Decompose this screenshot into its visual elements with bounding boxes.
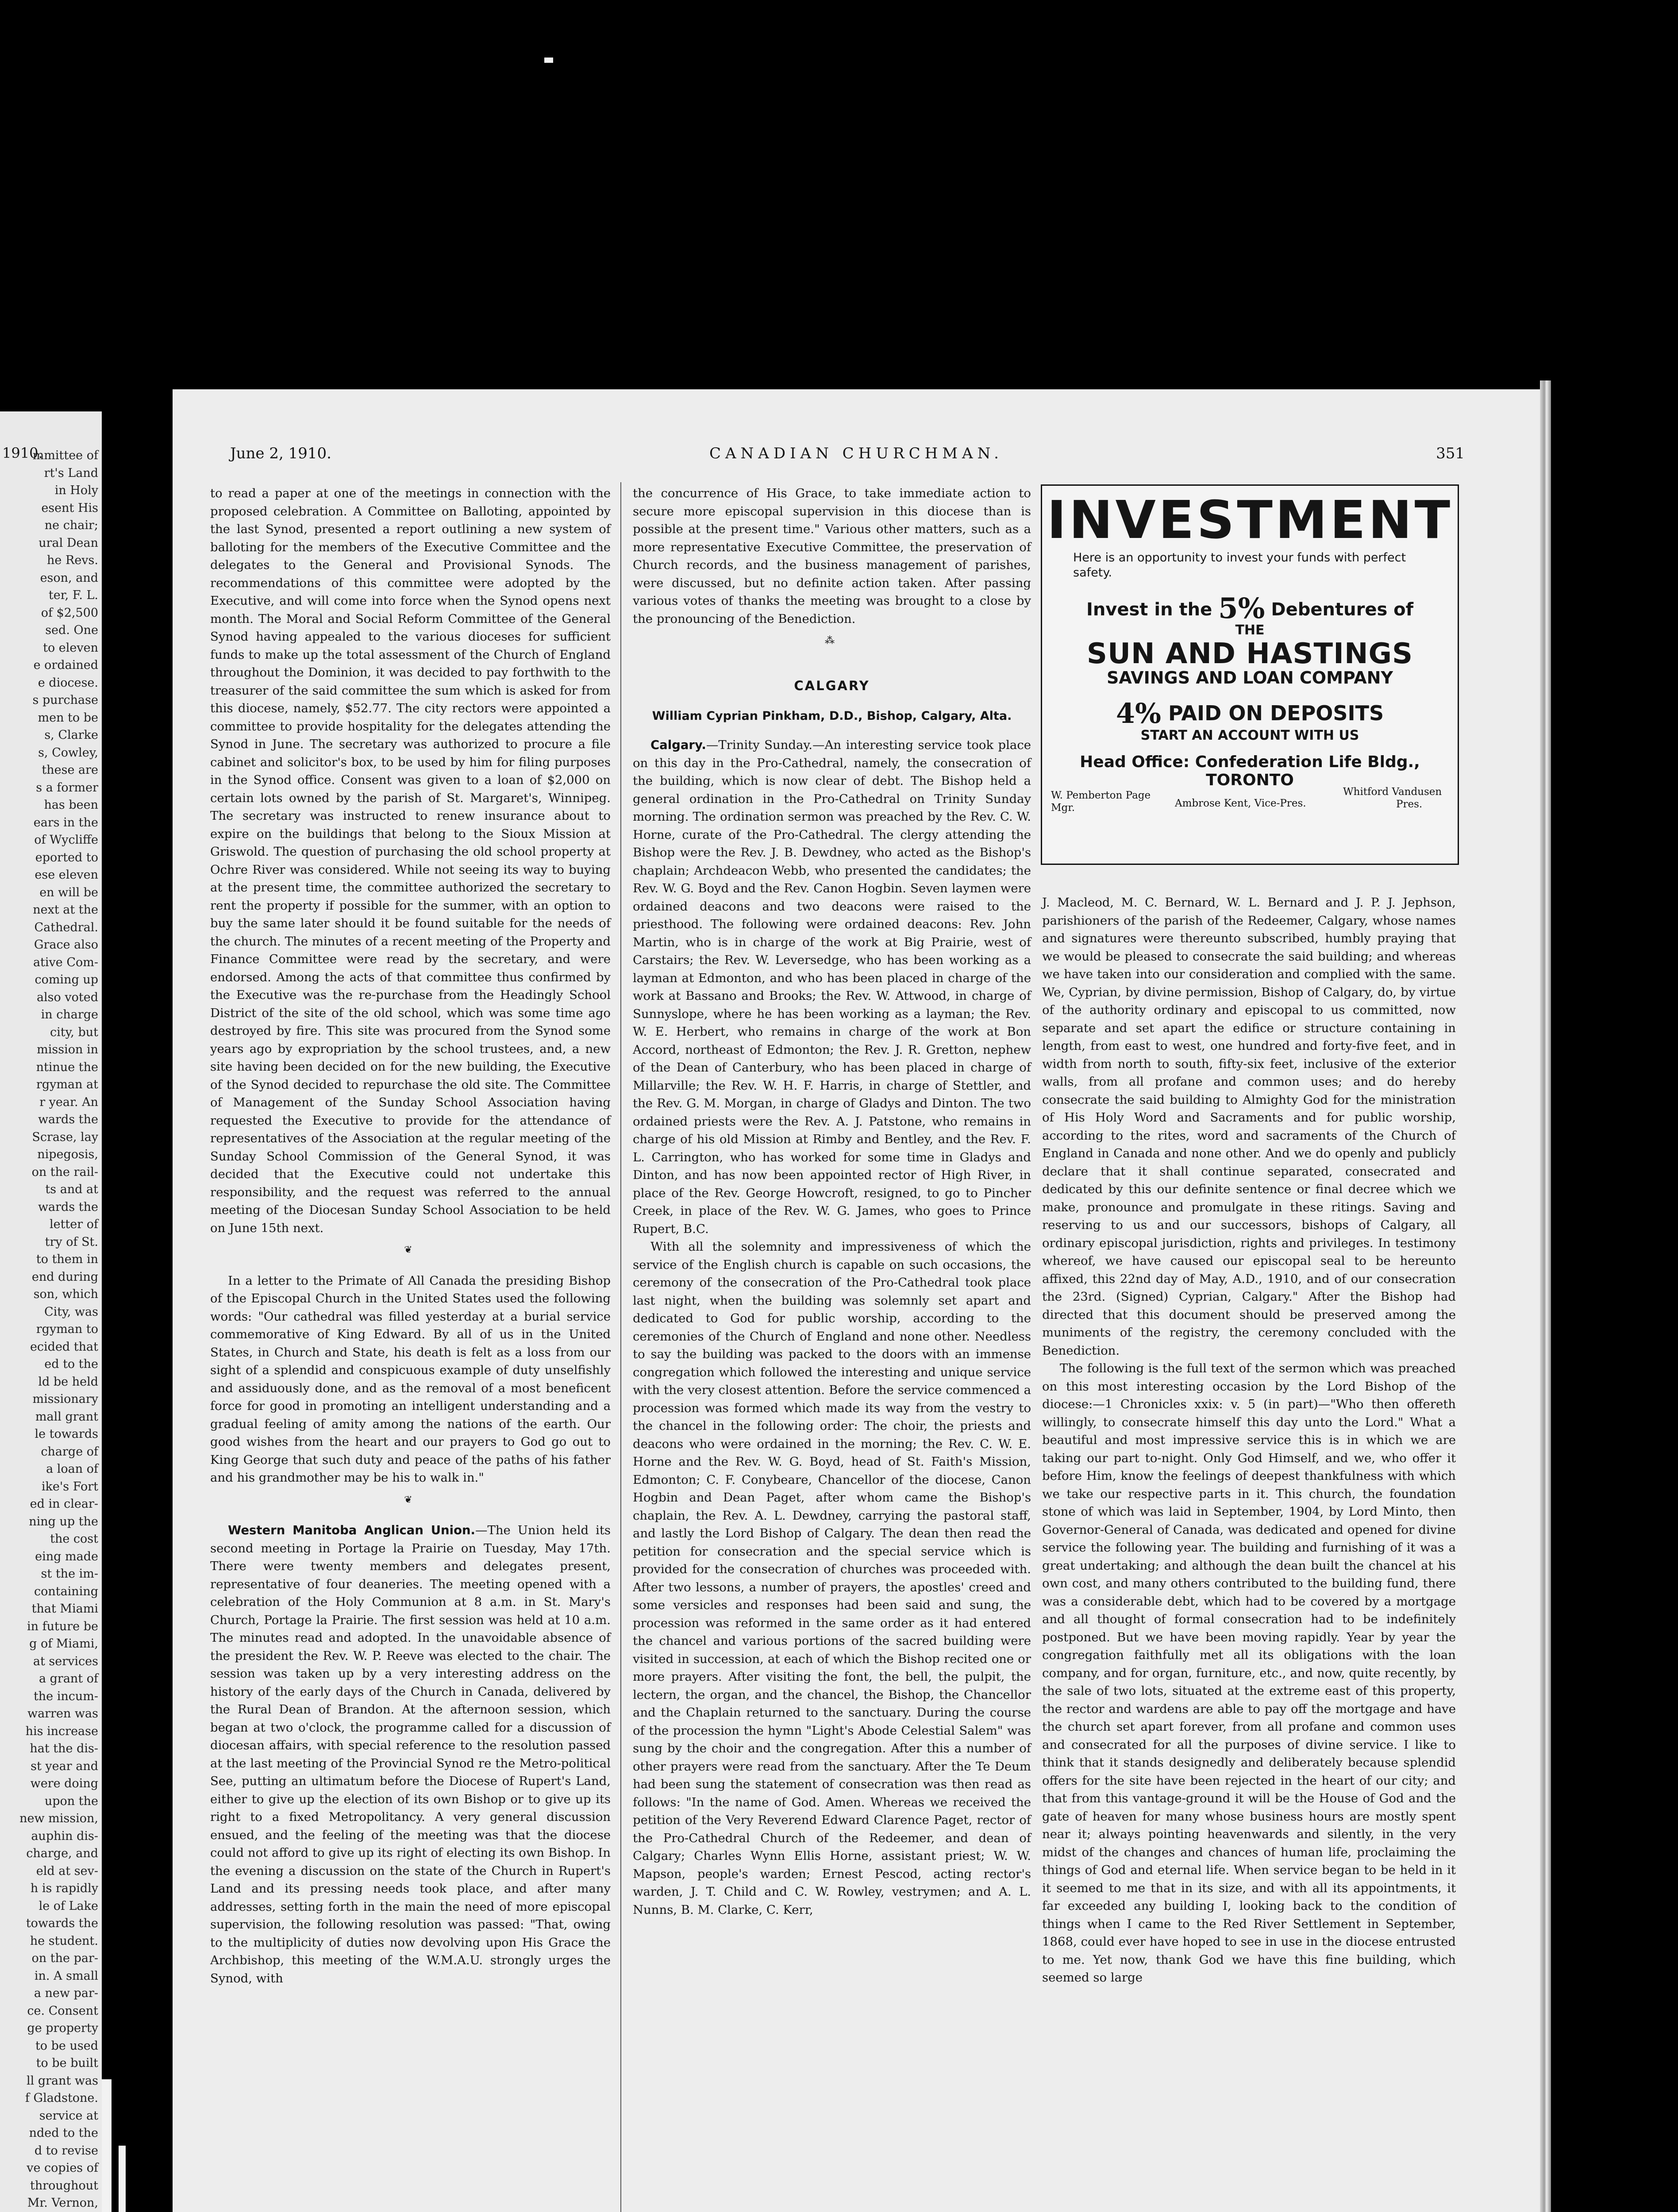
ornament: ❦ <box>404 1244 417 1256</box>
film-edge-bar <box>119 2146 126 2212</box>
ad-company-name: SUN AND HASTINGS <box>1086 637 1413 670</box>
paragraph: to read a paper at one of the meetings in connection with the proposed celebration. A Committee on Balloting, appointed by the last Synod, presented a report outlining a new system of balloting for the members of the Executive Committee and the delegates to the General and Provisional Synods. The recommendations of this committee were adopted by the Executive, and will come into force when the Synod opens next month. The Moral and Social Reform Committee of the General Synod having appealed to the various dioceses for sufficient funds to make up the total assessment of the Church of England throughout the Dominion, it was decided to pay forthwith to the treasurer of the said committee the sum which is asked for from this diocese, namely, $52.77. The city rectors were appointed a committee to provide hospitality for the delegates attending the Synod in June. The secretary was authorized to procure a file cabinet and solicitor's box, to be used by him for filing purposes in the Synod office. Consent was given to a loan of $2,000 on certain lots owned by the parish of St. Margaret's, Winnipeg. The secretary was instructed to renew insurance about to expire on the buildings that belong to the Sioux Mission at Griswold. The question of purchasing the old school property at Ochre River was considered. While not seeing its way to buying at the present time, the committee authorized the secretary to rent the property if possible for the summer, with an option to buy the same later should it be found suitable for the needs of the church. The minutes of a recent meeting of the Property and Finance Committee were read by the secretary, and were endorsed. Among the acts of that committee thus confirmed by the Executive was the re-purchase from the Headingly School District of the site of the old school, which was some time ago destroyed by fire. This site was procured from the Synod some years ago by expropriation by the school trustees, and, a new site having been decided on for the new building, the Executive of the Synod decided to repurchase the old site. The Committee of Management of the Sunday School Association having requested the Executive to provide for the attendance of representatives of the Association at the regular meeting of the Sunday School Commission of the General Synod, it was decided that the Executive could not undertake this responsibility, and the request was referred to the annual meeting of the Diocesan Sunday School Association to be held on June 15th next. <box>210 486 611 1235</box>
ad-deposit-rate: 4% <box>1116 697 1161 730</box>
ad-invest-pre: Invest in the <box>1086 599 1212 620</box>
paragraph: The following is the full text of the sermon which was preached on this most interesting occasion by the Lord Bishop of the diocese:—1 Chronicles xxix: v. 5 (in part)—"Who then offereth willingly, to consecrate himself this day unto the Lord." What a beautiful and most impressive service this is in which we are taking our part to-night. Only God Himself, and we, who offer it before Him, know the feelings of deepest thankfulness with which we take our respective parts in it. This church, the foundation stone of which was laid in September, 1904, by Lord Minto, then Governor-General of Canada, was dedicated and opened for divine service the following year. The building and furnishing of it was a great undertaking; and although the dean built the chancel at his own cost, and many others contributed to the building fund, there was a considerable debt, which had to be covered by a mortgage and all thought of formal consecration had to be indefinitely postponed. But we have been moving rapidly. Year by year the congregation faithfully met all its obligations with the loan company, and for organ, furniture, etc., and now, quite recently, by the sale of two lots, situated at the extreme east of this property, the rector and wardens are able to pay off the mortgage and have the church set apart forever, from all profane and common uses and consecrated for all the purposes of divine service. I like to think that it stands designedly and deliberately because splendid offers for the site have been rejected in the heart of our city; and that from this vantage-ground it will be the House of God and the gate of heaven for many whose business hours are mostly spent near it; always pointing heavenwards and silently, in the very midst of the changes and chances of human life, proclaiming the things of God and eternal life. When service began to be held in it it seemed to me that in its size, and with all its appointments, it far exceeded any building I, looking back to the condition of things when I came to the Red River Settlement in September, 1868, could ever have hoped to see in use in the diocese entrusted to me. Yet now, thank God we have this fine building, which seemed so large <box>1042 1361 1456 1985</box>
ad-officer-manager: W. Pemberton Page <box>1051 790 1151 801</box>
ornament: ❦ <box>404 1494 417 1505</box>
ad-account-line: START AN ACCOUNT WITH US <box>1140 728 1359 743</box>
left-page-text: mmittee of rt's Land in Holy esent His ne chair; ural Dean he Revs. eson, and ter, F. L. of $2,500 sed. One to eleven e ordained e diocese. s purchase men to be s, Clarke s, Cowley, these are s a former has been ears in the of Wycliffe eported to ese eleven en will be next at the Cathedral. Grace also ative Com- coming up also voted in charge city, but mission in ntinue the rgyman at r year. An wards the Scrase, lay nipegosis, on the rail- ts and at wards the letter of try of St. to them in end during son, which City, was rgyman to ecided that ed to the ld be held missionary mall grant le towards charge of a loan of ike's Fort ed in clear- ning up the the cost eing made st the im- containing that Miami in future be g of Miami, at services a grant of the incum- warren was his increase hat the dis- st year and were doing upon the new mission, auphin dis- charge, and eld at sev- h is rapidly le of Lake towards the he student. on the par- in. A small a new par- ce. Consent ge property to be used to be built ll grant was f Gladstone. service at nded to the d to revise ve copies of throughout Mr. Vernon, <box>19 449 98 2210</box>
ad-company-sub: SAVINGS AND LOAN COMPANY <box>1106 668 1393 687</box>
page-header <box>173 445 1540 467</box>
newspaper-page <box>173 389 1540 2212</box>
page-number: 351 <box>1436 445 1465 462</box>
ad-head-office: Head Office: Confederation Life Bldg., TORONTO <box>1080 753 1420 789</box>
masthead-title: CANADIAN CHURCHMAN. <box>709 445 1003 462</box>
section-subtitle: William Cyprian Pinkham, D.D., Bishop, Calgary, Alta. <box>652 709 1012 723</box>
film-edge-top <box>544 58 553 63</box>
ornament: ⁂ <box>825 635 839 646</box>
paragraph: the concurrence of His Grace, to take immediate action to secure more episcopal supervision in this diocese than is possible at the present time." Various other matters, such as a more representative Executive Committee, the preservation of Church records, and the business management of parishes, were discussed, but no definite action taken. After passing various votes of thanks the meeting was brought to a close by the pronouncing of the Benediction. <box>633 486 1031 626</box>
ad-headline: INVESTMENT <box>1047 489 1453 550</box>
left-page-fragment <box>0 411 102 2212</box>
ad-officer-vice-president: Ambrose Kent, Vice-Pres. <box>1175 798 1306 809</box>
paragraph-text: —The Union held its second meeting in Portage la Prairie on Tuesday, May 17th. There were twenty members and delegates present, representative of four deaneries. The meeting opened with a celebration of the Holy Communion at 8 a.m. in St. Mary's Church, Portage la Prairie. The first session was held at 10 a.m. The minutes read and adopted. In the unavoidable absence of the president the Rev. W. P. Reeve was elected to the chair. The session was taken up by a very interesting address on the history of the early days of the Church in Canada, delivered by the Rural Dean of Brandon. At the afternoon session, which began at two o'clock, the programme called for a discussion of diocesan affairs, with special reference to the resolution passed at the last meeting of the Provincial Synod re the Metro-political See, putting an ultimatum before the Diocese of Rupert's Land, either to give up the election of its own Bishop or to give up its right to a fixed Metropolitancy. A very general discussion ensued, and the feeling of the meeting was that the diocese could not afford to give up its right of electing its own Bishop. In the evening a discussion on the state of the Church in Rupert's Land and its pressing needs took place, and after many addresses, setting forth in the main the need of more episcopal supervision, the following resolution was passed: "That, owing to the multiplicity of duties now devolving upon His Grace the Archbishop, this meeting of the W.M.A.U. strongly urges the Synod, with <box>210 1523 611 1985</box>
ad-officers <box>1042 786 1458 818</box>
run-in-heading: Calgary. <box>650 738 706 752</box>
section-title: CALGARY <box>794 678 870 693</box>
ad-officer-manager-title: Mgr. <box>1051 802 1075 814</box>
run-in-heading: Western Manitoba Anglican Union. <box>228 1523 475 1537</box>
paragraph: With all the solemnity and impressiveness of which the service of the English church is capable on such occasions, the ceremony of the consecration of the Pro-Cathedral took place last night, when the building was solemnly set apart and dedicated to God for public worship, according to the ceremonies of the Church of England and none other. Needless to say the building was packed to the doors with an immense congregation which followed the interesting and unique service with the very closest attention. Before the service commenced a procession was formed which made its way from the vestry to the chancel in the following order: The choir, the priests and deacons who were ordained in the morning; the Rev. C. W. E. Horne and the Rev. W. G. Boyd, head of St. Faith's Mission, Edmonton; C. F. Conybeare, Chancellor of the diocese, Canon Hogbin and Dean Paget, after whom came the Bishop's chaplain, the Rev. A. L. Dewdney, carrying the pastoral staff, and lastly the Lord Bishop of Calgary. The dean then read the petition for consecration and the special service which is provided for the consecration of churches was proceeded with. After two lessons, a number of prayers, the apostles' creed and some versicles and responses had been said and sung, the procession was reformed in the same order as it had entered the chancel and various portions of the sacred building were visited in succession, at each of which the Bishop recited one or more prayers. After visiting the font, the bell, the pulpit, the lectern, the organ, and the chancel, the Bishop, the Chancellor and the Chaplain returned to the sanctuary. During the course of the procession the hymn "Light's Abode Celestial Salem" was sung by the choir and the congregation. After this a number of other prayers were read from the sanctuary. After the Te Deum had been sung the statement of consecration was then read as follows: "In the name of God. Amen. Whereas we received the petition of the Very Reverend Edward Clarence Paget, rector of the Pro-Cathedral Church of the Redeemer, and dean of Calgary; Charles Wynn Ellis Horne, assistant priest; W. W. Mapson, people's warden; Ernest Pescod, acting rector's warden, J. T. Child and C. W. Rowley, vestrymen; and A. L. Nunns, B. M. Clarke, C. Kerr, <box>633 1240 1031 1917</box>
column-2 <box>633 484 1031 1919</box>
ad-deposit-row <box>1042 697 1458 730</box>
ad-invest-row <box>1042 592 1458 625</box>
ad-the: THE <box>1235 622 1265 638</box>
paragraph <box>210 1521 611 1987</box>
ad-invest-post: Debentures of <box>1271 599 1414 620</box>
paragraph: J. Macleod, M. C. Bernard, W. L. Bernard and J. P. J. Jephson, parishioners of the parish of the Redeemer, Calgary, whose names and signatures were thereunto subscribed, humbly praying that we would be pleased to consecrate the said building; and whereas we have taken into our consideration and complied with the same. We, Cyprian, by divine permission, Bishop of Calgary, do, by virtue of the authority ordinary and episcopal to us committed, now separate and set apart the edifice or structure containing in length, from east to west, one hundred and forty-five feet, and in width from north to south, fifty-six feet, inclusive of the exterior walls, from all profane and common uses; and do hereby consecrate the said building to Almighty God for the ministration of His Holy Word and Sacraments and for public worship, according to the rites, word and sacraments of the Church of England in Canada and none other. And we do openly and publicly declare that it shall continue separated, consecrated and dedicated by this our definite sentence or final decree which we make, pronounce and promulgate in these ritings. Saving and reserving to us and our successors, bishops of Calgary, all ordinary episcopal jurisdiction, rights and privileges. In testimony whereof, we have caused our episcopal seal to be hereunto affixed, this 22nd day of May, A.D., 1910, and of our consecration the 23rd. (Signed) Cyprian, Calgary." After the Bishop had directed that this document should be preserved among the muniments of the registry, the ceremony concluded with the Benediction. <box>1042 895 1456 1358</box>
ad-officer-president: Whitford Vandusen <box>1343 786 1442 798</box>
column-3 <box>1042 894 1456 1987</box>
paragraph-text: —Trinity Sunday.—An interesting service took place on this day in the Pro-Cathedral, namely, the consecration of the building, which is now clear of debt. The Bishop held a general ordination in the Pro-Cathedral on Trinity Sunday morning. The ordination sermon was preached by the Rev. C. W. Horne, curate of the Pro-Cathedral. The clergy attending the Bishop were the Rev. J. B. Dewdney, who acted as the Bishop's chaplain; Archdeacon Webb, who presented the candidates; the Rev. W. G. Boyd and the Rev. Canon Hogbin. Seven laymen were ordained deacons and two deacons were raised to the priesthood. The following were ordained deacons: Rev. John Martin, who is in charge of the work at Big Prairie, west of Carstairs; the Rev. W. Leversedge, who has been working as a layman at Edmonton, and who has been placed in charge of the work at Bassano and Brooks; the Rev. W. Attwood, in charge of Sunnyslope, where he has been working as a layman; the Rev. W. E. Herbert, who remains in charge of the work at Bon Accord, northeast of Edmonton; the Rev. J. R. Gretton, nephew of the Dean of Canterbury, who has been placed in charge of Millarville; the Rev. W. H. F. Harris, in charge of Stettler, and the Rev. G. M. Morgan, in charge of Gladys and Dinton. The two ordained priests were the Rev. A. J. Patstone, who remains in charge of his old Mission at Rimby and Bentley, and the Rev. F. L. Carrington, who has worked for some time in Gladys and Dinton, and has now been appointed rector of High River, in place of the Rev. George Howcroft, resigned, to go to Pincher Creek, in place of the Rev. W. G. James, who goes to Prince Rupert, B.C. <box>633 738 1031 1236</box>
left-page-header: 1910. <box>2 445 43 461</box>
column-rule <box>620 482 621 2212</box>
ad-deposit-text: PAID ON DEPOSITS <box>1168 701 1384 725</box>
column-1 <box>210 484 611 1987</box>
ad-blurb: Here is an opportunity to invest your funds with perfect safety. <box>1073 551 1406 580</box>
investment-advertisement <box>1041 484 1459 865</box>
paragraph <box>633 736 1031 1238</box>
ad-invest-rate: 5% <box>1218 592 1265 625</box>
page-edge <box>1540 380 1551 2212</box>
paragraph: In a letter to the Primate of All Canada the presiding Bishop of the Episcopal Church in the United States used the following words: "Our cathedral was filled yesterday at a burial service commemorative of King Edward. By all of us in the United States, in Church and State, his death is felt as a loss from our sight of a splendid and conspicuous example of duty unselfishly and assiduously done, and as the removal of a most beneficent force for good in promoting an intelligent understanding and a gradual feeling of amity among the nations of the earth. Our good wishes from the heart and our prayers to God go out to King George that such duty and peace of the paths of his father and his grandmother may be his to walk in." <box>210 1273 611 1485</box>
ad-officer-president-title: Pres. <box>1396 799 1423 810</box>
issue-date: June 2, 1910. <box>230 445 331 462</box>
